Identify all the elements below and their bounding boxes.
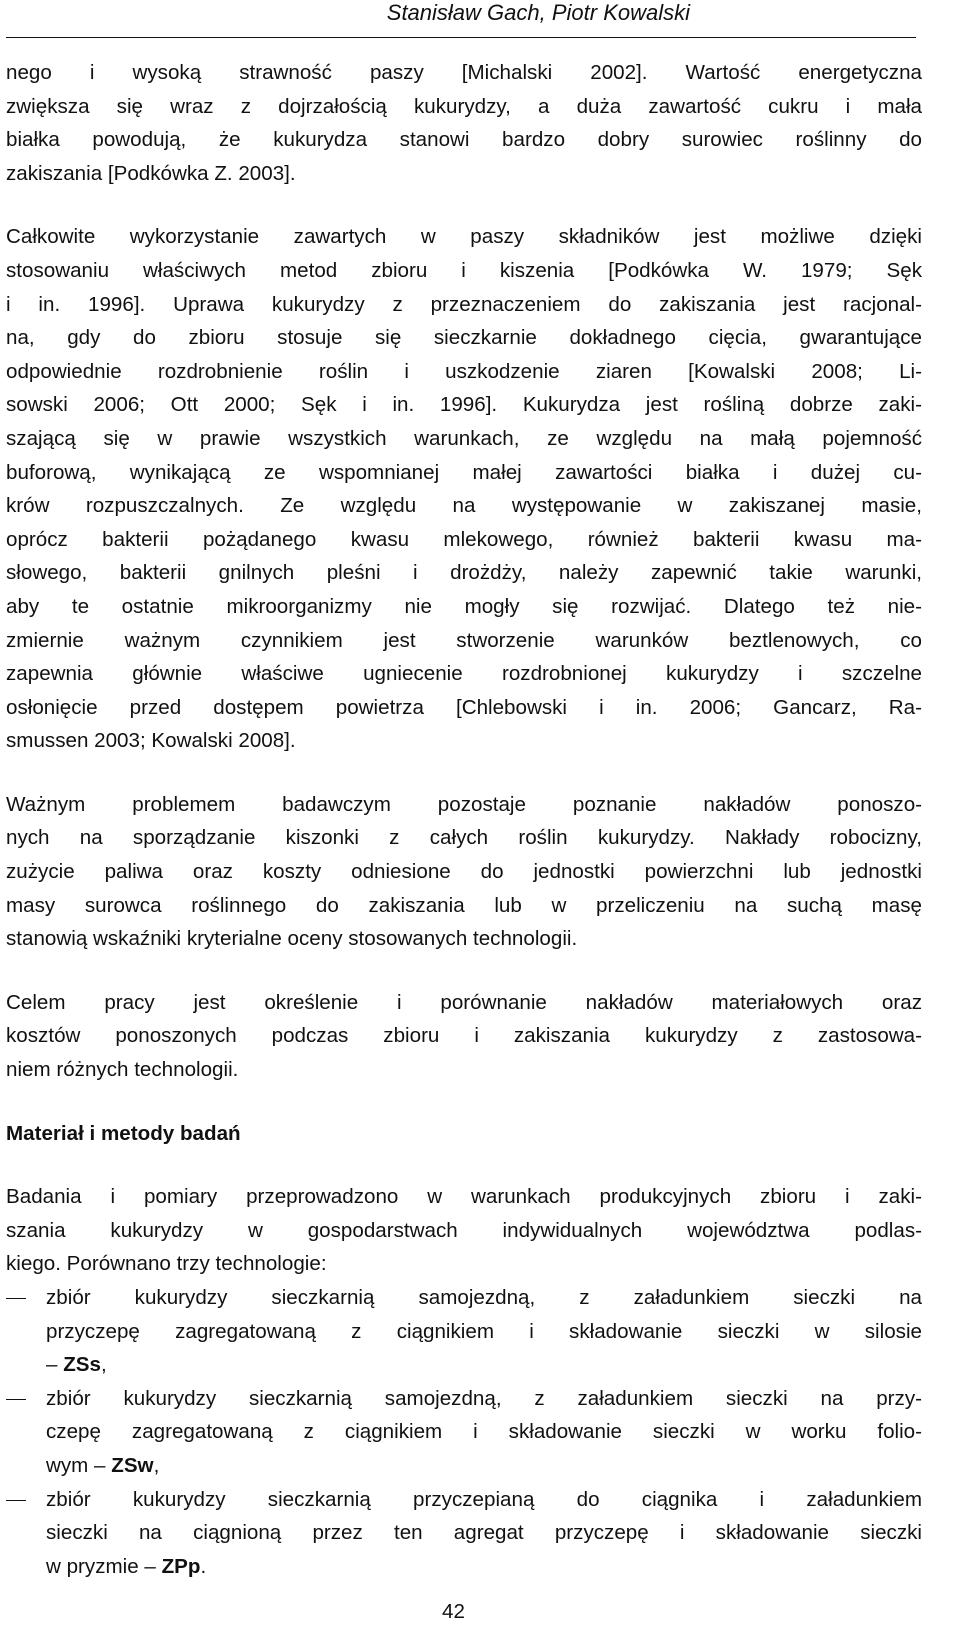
paragraph-3	[6, 788, 922, 956]
text-line: zakiszania [Podkówka Z. 2003].	[6, 161, 296, 185]
technology-list	[6, 1281, 922, 1583]
text-line: smussen 2003; Kowalski 2008].	[6, 729, 296, 753]
page-number: 42	[442, 1600, 465, 1623]
text-line: nych na sporządzanie kiszonki z całych roślin kukurydzy. Nakłady robocizny,	[6, 826, 922, 850]
text-line	[46, 1550, 922, 1584]
text-line: i in. 1996]. Uprawa kukurydzy z przeznaczeniem do zakiszania jest racjonal-	[6, 292, 922, 316]
text-line: na, gdy do zbioru stosuje się sieczkarnie dokładnego cięcia, gwarantujące	[6, 326, 922, 350]
text-line: osłonięcie przed dostępem powietrza [Chlebowski i in. 2006; Gancarz, Ra-	[6, 695, 922, 719]
text-line: zbiór kukurydzy sieczkarnią samojezdną, z załadunkiem sieczki na przy-	[46, 1386, 922, 1410]
text-line: zbiór kukurydzy sieczkarnią samojezdną, z załadunkiem sieczki na	[46, 1286, 922, 1309]
text-line: białka powodują, że kukurydza stanowi bardzo dobry surowiec roślinny do	[6, 128, 922, 152]
list-item	[6, 1483, 922, 1584]
text-line: Celem pracy jest określenie i porównanie nakładów materiałowych oraz	[6, 990, 922, 1014]
text-line: szania kukurydzy w gospodarstwach indywidualnych województwa podlas-	[6, 1218, 922, 1242]
page-content	[6, 56, 922, 1583]
text-line: czepę zagregatowaną z ciągnikiem i składowanie sieczki w worku folio-	[46, 1420, 922, 1444]
paragraph-5	[6, 1180, 922, 1281]
paragraph-2	[6, 220, 922, 758]
list-item	[6, 1281, 922, 1382]
text-line: zużycie paliwa oraz koszty odniesione do jednostki powierzchni lub jednostki	[6, 860, 922, 884]
item-end: .	[200, 1554, 207, 1578]
text-line: szającą się w prawie wszystkich warunkach, ze względu na małą pojemność	[6, 426, 922, 450]
text-line: aby te ostatnie mikroorganizmy nie mogły się rozwijać. Dlatego też nie-	[6, 594, 922, 618]
text-line: sieczki na ciągnioną przez ten agregat przyczepę i składowanie sieczki	[46, 1521, 922, 1545]
item-tail: –	[46, 1353, 64, 1377]
text-line: zmiernie ważnym czynnikiem jest stworzenie warunków beztlenowych, co	[6, 628, 922, 652]
text-line: Ważnym problemem badawczym pozostaje poznanie nakładów ponoszo-	[6, 792, 922, 816]
text-line: kiego. Porównano trzy technologie:	[6, 1252, 327, 1276]
text-line	[46, 1348, 922, 1382]
text-line: Badania i pomiary przeprowadzono w warunkach produkcyjnych zbioru i zaki-	[6, 1185, 922, 1209]
list-item	[6, 1382, 922, 1483]
section-heading: Materiał i metody badań	[6, 1121, 241, 1145]
text-line: nego i wysoką strawność paszy [Michalski 2002]. Wartość energetyczna	[6, 61, 922, 84]
item-tail: w pryzmie –	[46, 1554, 162, 1578]
paragraph-1	[6, 56, 922, 190]
header-rule	[6, 37, 916, 38]
text-line: stosowaniu właściwych metod zbioru i kiszenia [Podkówka W. 1979; Sęk	[6, 258, 922, 282]
running-header: Stanisław Gach, Piotr Kowalski	[386, 0, 690, 25]
text-line: odpowiednie rozdrobnienie roślin i uszkodzenie ziaren [Kowalski 2008; Li-	[6, 359, 922, 383]
text-line: zapewnia głównie właściwe ugniecenie rozdrobnionej kukurydzy i szczelne	[6, 662, 922, 686]
technology-code: ZSs	[63, 1353, 101, 1377]
text-line: masy surowca roślinnego do zakiszania lub w przeliczeniu na suchą masę	[6, 893, 922, 917]
text-line: zwiększa się wraz z dojrzałością kukurydzy, a duża zawartość cukru i mała	[6, 94, 922, 118]
item-tail: wym –	[46, 1453, 112, 1477]
text-line: zbiór kukurydzy sieczkarnią przyczepianą do ciągnika i załadunkiem	[46, 1487, 922, 1511]
text-line: oprócz bakterii pożądanego kwasu mlekowego, również bakterii kwasu ma-	[6, 527, 922, 551]
technology-code: ZPp	[161, 1554, 201, 1578]
text-line: słowego, bakterii gnilnych pleśni i drożdży, należy zapewnić takie warunki,	[6, 561, 922, 585]
text-line: przyczepę zagregatowaną z ciągnikiem i składowanie sieczki w silosie	[46, 1319, 922, 1343]
text-line: Całkowite wykorzystanie zawartych w paszy składników jest możliwe dzięki	[6, 225, 922, 249]
text-line: sowski 2006; Ott 2000; Sęk i in. 1996]. Kukurydza jest rośliną dobrze zaki-	[6, 393, 922, 417]
item-end: ,	[153, 1453, 160, 1477]
text-line	[46, 1449, 922, 1483]
item-end: ,	[100, 1353, 107, 1377]
text-line: stanowią wskaźniki kryterialne oceny stosowanych technologii.	[6, 927, 578, 951]
technology-code: ZSw	[111, 1453, 154, 1477]
text-line: krów rozpuszczalnych. Ze względu na występowanie w zakiszanej masie,	[6, 494, 922, 518]
paragraph-4	[6, 986, 922, 1087]
text-line: niem różnych technologii.	[6, 1058, 239, 1082]
text-line: buforową, wynikającą ze wspomnianej małej zawartości białka i dużej cu-	[6, 460, 922, 484]
text-line: kosztów ponoszonych podczas zbioru i zakiszania kukurydzy z zastosowa-	[6, 1024, 922, 1048]
